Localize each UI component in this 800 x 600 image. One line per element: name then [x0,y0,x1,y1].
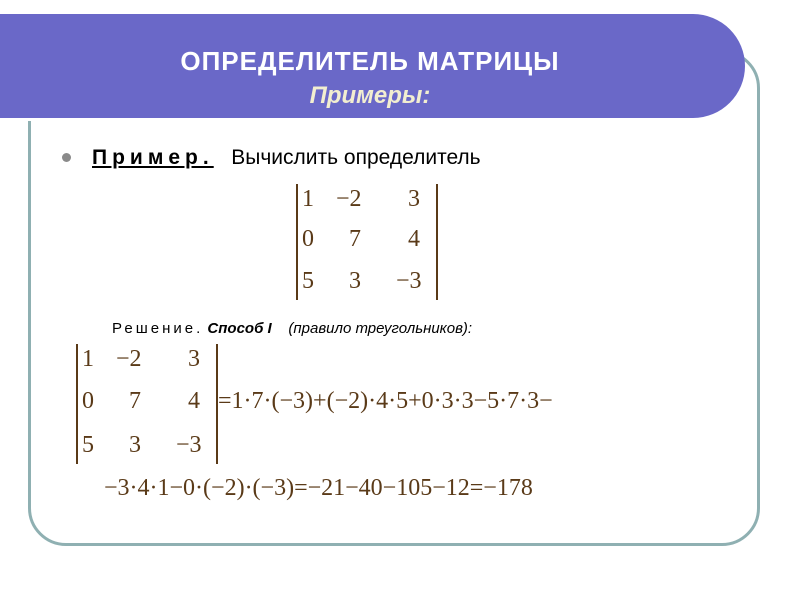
matrix-cell: 0 [302,226,314,252]
matrix-cell: −2 [116,346,142,372]
example-label: Пример. [92,146,214,169]
determinant-left-bar [76,344,78,464]
matrix-cell: −3 [396,268,422,294]
matrix-cell: 0 [82,388,94,414]
matrix-cell: 7 [129,388,141,414]
determinant-left-bar [296,184,298,300]
matrix-cell: −3 [176,432,202,458]
determinant-solution [76,344,222,464]
matrix-cell: 3 [188,346,200,372]
example-task: Вычислить определитель [231,146,481,169]
determinant-right-bar [436,184,438,300]
equation-line-1: =1·7·(−3)+(−2)·4·5+0·3·3−5·7·3− [218,388,553,414]
matrix-cell: −2 [336,186,362,212]
banner-divider [0,118,708,121]
matrix-cell: 3 [408,186,420,212]
slide-subtitle: Примеры: [309,82,431,109]
slide-title: ОПРЕДЕЛИТЕЛЬ МАТРИЦЫ [180,46,560,76]
solution-heading [112,320,472,337]
example-statement [92,146,481,170]
solution-method: Способ I [207,320,272,337]
determinant-problem [296,184,442,300]
matrix-cell: 3 [349,268,361,294]
matrix-cell: 1 [302,186,314,212]
matrix-cell: 5 [302,268,314,294]
bullet-icon [62,153,71,162]
title-banner [0,14,745,118]
solution-label: Решение. [112,320,204,337]
matrix-cell: 7 [349,226,361,252]
matrix-cell: 4 [408,226,420,252]
equation-line-2: −3·4·1−0·(−2)·(−3)=−21−40−105−12=−178 [104,475,533,501]
solution-rule: (правило треугольников): [288,320,473,337]
matrix-cell: 4 [188,388,200,414]
matrix-cell: 5 [82,432,94,458]
matrix-cell: 3 [129,432,141,458]
matrix-cell: 1 [82,346,94,372]
